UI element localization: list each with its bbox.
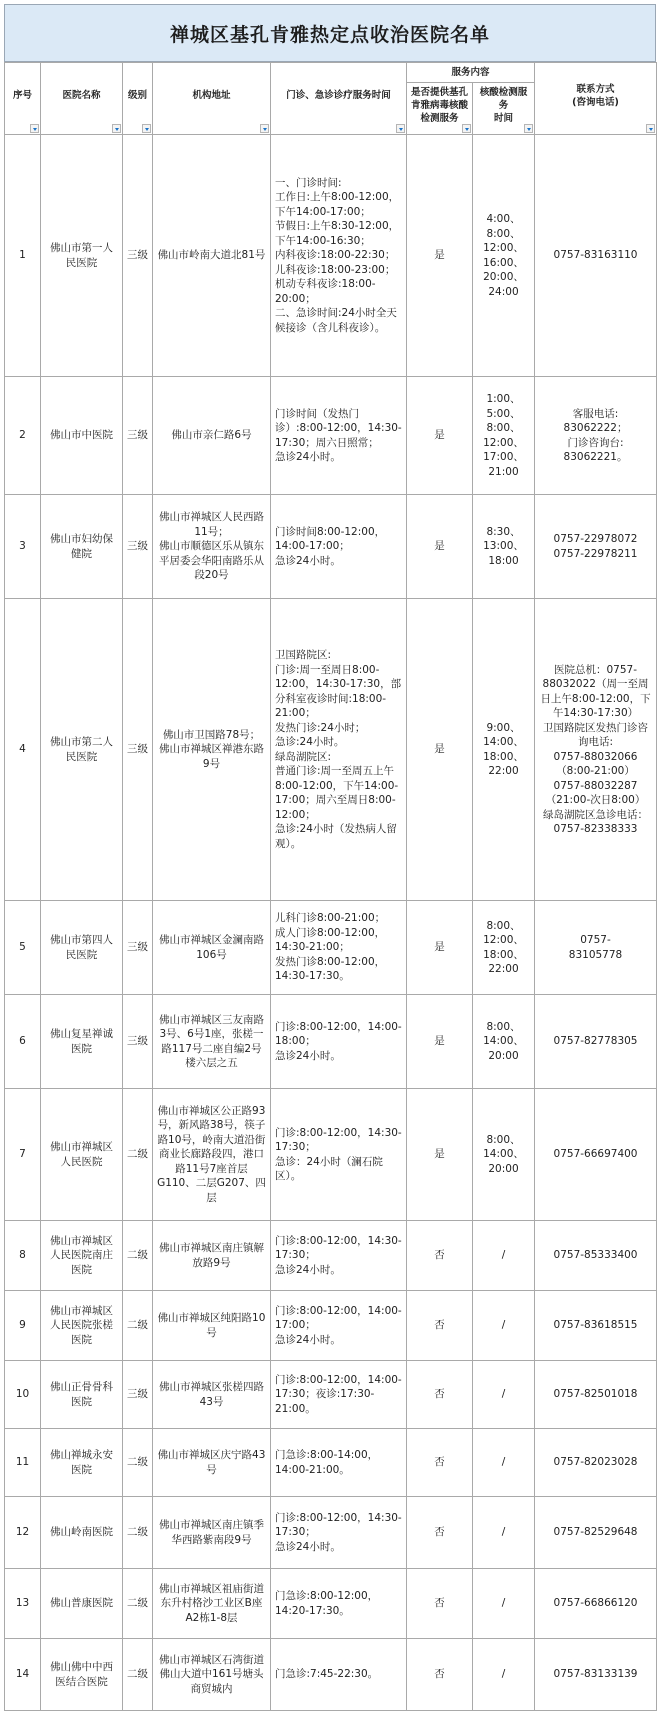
hospital-rows [5, 135, 657, 1711]
header-address: 机构地址 [153, 63, 271, 135]
table-row [5, 995, 657, 1089]
cell-testing: 是 [407, 901, 473, 995]
cell-testing: 是 [407, 495, 473, 599]
cell-address: 佛山市亲仁路6号 [153, 377, 271, 495]
table-row [5, 1361, 657, 1429]
cell-testing: 否 [407, 1639, 473, 1711]
cell-schedule: / [473, 1429, 535, 1497]
cell-testing: 否 [407, 1497, 473, 1569]
cell-seq: 14 [5, 1639, 41, 1711]
header-service-group: 服务内容 [407, 63, 535, 83]
cell-address: 佛山市禅城区石湾街道佛山大道中161号塘头商贸城内 [153, 1639, 271, 1711]
cell-address: 佛山市禅城区三友南路3号、6号1座，张槎一路117号二座自编2号楼六层之五 [153, 995, 271, 1089]
cell-hospital-name: 佛山禅城永安医院 [41, 1429, 123, 1497]
cell-address: 佛山市禅城区张槎四路43号 [153, 1361, 271, 1429]
cell-contact: 0757-83618515 [535, 1291, 657, 1361]
cell-level: 三级 [123, 495, 153, 599]
cell-seq: 11 [5, 1429, 41, 1497]
cell-hospital-name: 佛山普康医院 [41, 1569, 123, 1639]
cell-address: 佛山市禅城区人民西路11号； 佛山市顺德区乐从镇东平居委会华阳南路乐从段20号 [153, 495, 271, 599]
header-hours: 门诊、急诊诊疗服务时间 [271, 63, 407, 135]
filter-dropdown-icon[interactable] [142, 124, 151, 133]
table-row [5, 1221, 657, 1291]
cell-hours: 门诊:8:00-12:00，14:30-17:30； 急诊24小时。 [271, 1221, 407, 1291]
cell-hospital-name: 佛山市中医院 [41, 377, 123, 495]
cell-seq: 8 [5, 1221, 41, 1291]
cell-schedule: / [473, 1497, 535, 1569]
cell-hours: 门诊:8:00-12:00，14:00-17:00； 急诊24小时。 [271, 1291, 407, 1361]
cell-hospital-name: 佛山岭南医院 [41, 1497, 123, 1569]
cell-contact: 医院总机：0757-88032022（周一至周日上午8:00-12:00，下午14:30-17:30） 卫国路院区发热门诊咨询电话: 0757-88032066（8:00-21:00） 0757-88032287（21:00-次日8:00） 绿岛湖院区急诊电话：0757-82338333 [535, 599, 657, 901]
cell-contact: 0757-66866120 [535, 1569, 657, 1639]
cell-testing: 否 [407, 1221, 473, 1291]
header-schedule: 核酸检测服务 时间 [473, 83, 535, 135]
cell-schedule: 9:00、 14:00、 18:00、 22:00 [473, 599, 535, 901]
cell-hospital-name: 佛山市禅城区人民医院 [41, 1089, 123, 1221]
cell-level: 二级 [123, 1221, 153, 1291]
cell-hospital-name: 佛山市禅城区人民医院南庄医院 [41, 1221, 123, 1291]
table-row [5, 599, 657, 901]
cell-testing: 否 [407, 1291, 473, 1361]
table-row [5, 901, 657, 995]
cell-testing: 否 [407, 1569, 473, 1639]
cell-level: 三级 [123, 901, 153, 995]
cell-hospital-name: 佛山佛中中西医结合医院 [41, 1639, 123, 1711]
cell-level: 二级 [123, 1497, 153, 1569]
cell-level: 二级 [123, 1291, 153, 1361]
cell-seq: 1 [5, 135, 41, 377]
cell-seq: 2 [5, 377, 41, 495]
table-row [5, 1569, 657, 1639]
cell-contact: 0757-85333400 [535, 1221, 657, 1291]
cell-hours: 儿科门诊8:00-21:00； 成人门诊8:00-12:00，14:30-21:00； 发热门诊8:00-12:00，14:30-17:30。 [271, 901, 407, 995]
cell-address: 佛山市禅城区公正路93号，新风路38号，筷子路10号，岭南大道沿街商业长廊路段四，港口路11号7座首层G110、二层G207、四层 [153, 1089, 271, 1221]
cell-hours: 门诊:8:00-12:00，14:30-17:30； 急诊24小时。 [271, 1497, 407, 1569]
cell-seq: 5 [5, 901, 41, 995]
table-row [5, 1291, 657, 1361]
cell-address: 佛山市禅城区南庄镇季华西路紫南段9号 [153, 1497, 271, 1569]
hospital-list-sheet [4, 4, 656, 1711]
cell-hours: 门急诊:7:45-22:30。 [271, 1639, 407, 1711]
cell-hours: 门诊时间8:00-12:00，14:00-17:00； 急诊24小时。 [271, 495, 407, 599]
cell-level: 二级 [123, 1429, 153, 1497]
cell-hours: 门诊时间（发热门诊）:8:00-12:00，14:30-17:30；周六日照常； 急诊24小时。 [271, 377, 407, 495]
cell-contact: 0757-82778305 [535, 995, 657, 1089]
filter-dropdown-icon[interactable] [524, 124, 533, 133]
cell-contact: 0757-83133139 [535, 1639, 657, 1711]
table-row [5, 1089, 657, 1221]
hospital-table [4, 62, 657, 1711]
cell-address: 佛山市卫国路78号； 佛山市禅城区禅港东路9号 [153, 599, 271, 901]
cell-level: 三级 [123, 135, 153, 377]
table-row [5, 1497, 657, 1569]
cell-testing: 是 [407, 135, 473, 377]
cell-hours: 卫国路院区: 门诊:周一至周日8:00-12:00，14:30-17:30，部分科室夜诊时间:18:00-21:00； 发热门诊:24小时； 急诊:24小时。 绿岛湖院区: 普通门诊:周一至周五上午8:00-12:00，下午14:00-17:00；周六至周日8:00-12:00； 急诊:24小时（发热病人留观）。 [271, 599, 407, 901]
cell-level: 二级 [123, 1569, 153, 1639]
cell-seq: 10 [5, 1361, 41, 1429]
filter-dropdown-icon[interactable] [396, 124, 405, 133]
cell-contact: 0757- 83105778 [535, 901, 657, 995]
cell-seq: 12 [5, 1497, 41, 1569]
cell-hours: 门急诊:8:00-12:00，14:20-17:30。 [271, 1569, 407, 1639]
table-row [5, 1429, 657, 1497]
cell-schedule: 1:00、 5:00、 8:00、 12:00、 17:00、 21:00 [473, 377, 535, 495]
filter-dropdown-icon[interactable] [260, 124, 269, 133]
cell-address: 佛山市禅城区庆宁路43号 [153, 1429, 271, 1497]
cell-schedule: / [473, 1639, 535, 1711]
table-row [5, 377, 657, 495]
cell-address: 佛山市禅城区南庄镇解放路9号 [153, 1221, 271, 1291]
cell-hours: 门诊:8:00-12:00，14:30-17:30； 急诊：24小时（澜石院区）。 [271, 1089, 407, 1221]
cell-seq: 4 [5, 599, 41, 901]
cell-seq: 7 [5, 1089, 41, 1221]
table-row [5, 1639, 657, 1711]
cell-testing: 是 [407, 995, 473, 1089]
filter-dropdown-icon[interactable] [646, 124, 655, 133]
cell-seq: 3 [5, 495, 41, 599]
cell-hours: 门诊:8:00-12:00，14:00-18:00； 急诊24小时。 [271, 995, 407, 1089]
cell-contact: 0757-82023028 [535, 1429, 657, 1497]
cell-level: 三级 [123, 599, 153, 901]
filter-dropdown-icon[interactable] [112, 124, 121, 133]
cell-level: 三级 [123, 1361, 153, 1429]
cell-address: 佛山市禅城区金澜南路106号 [153, 901, 271, 995]
cell-contact: 0757-82529648 [535, 1497, 657, 1569]
page-title: 禅城区基孔肯雅热定点收治医院名单 [4, 4, 656, 62]
table-row [5, 495, 657, 599]
header-name: 医院名称 [41, 63, 123, 135]
cell-schedule: 4:00、 8:00、 12:00、 16:00、 20:00、 24:00 [473, 135, 535, 377]
cell-hours: 门诊:8:00-12:00，14:00-17:30；夜诊:17:30-21:00。 [271, 1361, 407, 1429]
cell-address: 佛山市岭南大道北81号 [153, 135, 271, 377]
cell-level: 二级 [123, 1639, 153, 1711]
header-seq: 序号 [5, 63, 41, 135]
cell-testing: 否 [407, 1361, 473, 1429]
header-level: 级别 [123, 63, 153, 135]
cell-seq: 6 [5, 995, 41, 1089]
cell-contact: 客服电话: 83062222； 门诊咨询台: 83062221。 [535, 377, 657, 495]
cell-hospital-name: 佛山市第一人民医院 [41, 135, 123, 377]
cell-seq: 9 [5, 1291, 41, 1361]
cell-level: 三级 [123, 377, 153, 495]
filter-dropdown-icon[interactable] [30, 124, 39, 133]
cell-schedule: 8:00、 12:00、 18:00、 22:00 [473, 901, 535, 995]
cell-testing: 是 [407, 377, 473, 495]
cell-schedule: 8:00、 14:00、 20:00 [473, 1089, 535, 1221]
cell-hospital-name: 佛山市第二人民医院 [41, 599, 123, 901]
cell-schedule: / [473, 1569, 535, 1639]
cell-hours: 一、门诊时间: 工作日:上午8:00-12:00，下午14:00-17:00； 节假日:上午8:30-12:00，下午14:00-16:30； 内科夜诊:18:00-22:30； 儿科夜诊:18:00-23:00； 机动专科夜诊:18:00-20:00； 二、急诊时间:24小时全天候接诊（含儿科夜诊）。 [271, 135, 407, 377]
cell-hospital-name: 佛山复星禅诚医院 [41, 995, 123, 1089]
header-testing: 是否提供基孔 肯雅病毒核酸 检测服务 [407, 83, 473, 135]
cell-schedule: / [473, 1291, 535, 1361]
cell-schedule: / [473, 1361, 535, 1429]
cell-seq: 13 [5, 1569, 41, 1639]
cell-hours: 门急诊:8:00-14:00，14:00-21:00。 [271, 1429, 407, 1497]
cell-schedule: 8:30、 13:00、 18:00 [473, 495, 535, 599]
cell-testing: 否 [407, 1429, 473, 1497]
table-row [5, 135, 657, 377]
cell-contact: 0757-83163110 [535, 135, 657, 377]
cell-address: 佛山市禅城区纯阳路10号 [153, 1291, 271, 1361]
cell-testing: 是 [407, 1089, 473, 1221]
cell-level: 三级 [123, 995, 153, 1089]
cell-hospital-name: 佛山市妇幼保健院 [41, 495, 123, 599]
cell-schedule: / [473, 1221, 535, 1291]
cell-contact: 0757-82501018 [535, 1361, 657, 1429]
cell-schedule: 8:00、 14:00、 20:00 [473, 995, 535, 1089]
header-contact: 联系方式 (咨询电话) [535, 63, 657, 135]
filter-dropdown-icon[interactable] [462, 124, 471, 133]
cell-level: 二级 [123, 1089, 153, 1221]
cell-hospital-name: 佛山市禅城区人民医院张槎医院 [41, 1291, 123, 1361]
cell-hospital-name: 佛山市第四人民医院 [41, 901, 123, 995]
cell-contact: 0757-66697400 [535, 1089, 657, 1221]
cell-address: 佛山市禅城区祖庙街道东升村格沙工业区B座A2栋1-8层 [153, 1569, 271, 1639]
cell-contact: 0757-22978072 0757-22978211 [535, 495, 657, 599]
cell-hospital-name: 佛山正骨骨科医院 [41, 1361, 123, 1429]
cell-testing: 是 [407, 599, 473, 901]
